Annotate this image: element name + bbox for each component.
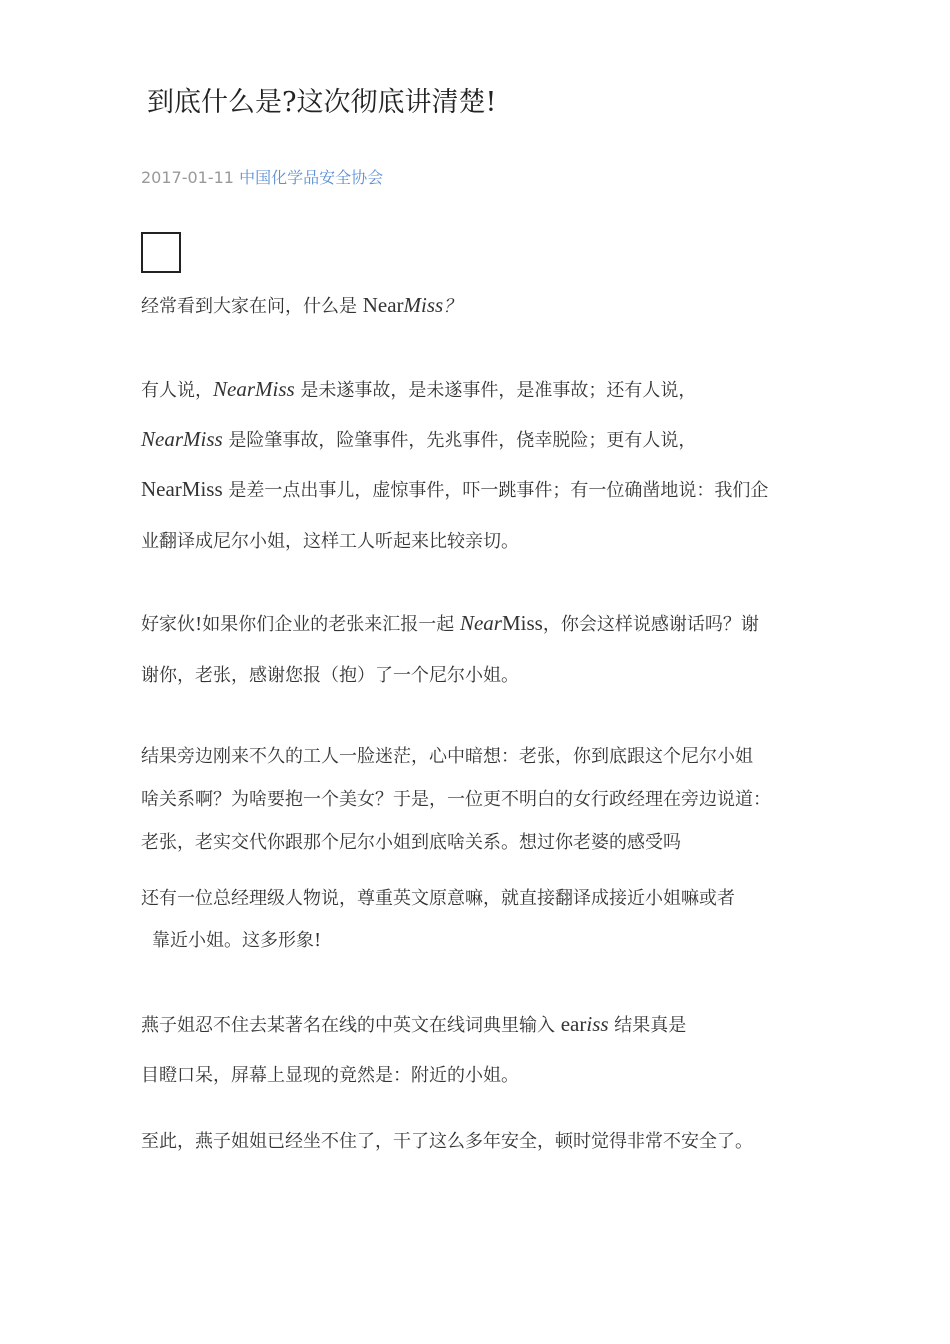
text-segment-en-italic: NearMiss	[213, 377, 295, 401]
paragraph-7-line-1	[141, 1127, 753, 1153]
text-segment-en: Miss	[501, 611, 543, 635]
text-segment-en-italic: Near	[459, 611, 502, 635]
paragraph-4-line-1	[141, 742, 753, 768]
text-segment: ，你会这样说感谢话吗？谢	[542, 614, 759, 635]
text-segment: 燕子姐忍不住去某著名在线的中英文在线词典里输入	[141, 1015, 561, 1036]
publish-date: 2017-01-11	[141, 168, 234, 187]
text-segment: 是险肇事故，险肇事件，先兆事件，侥幸脱险；更有人说，	[222, 430, 697, 451]
paragraph-2-line-3	[141, 476, 768, 502]
article-title: 到底什么是?这次彻底讲清楚!	[147, 87, 497, 118]
article-meta	[141, 165, 383, 188]
paragraph-5-line-2	[152, 926, 321, 952]
text-segment-en-italic: Miss	[403, 293, 444, 317]
text-segment: 是未遂事故，是未遂事件，是准事故；还有人说，	[294, 380, 697, 401]
text-segment-en: Near	[362, 293, 404, 317]
paragraph-1-line-1	[141, 292, 461, 318]
text-segment: 是差一点出事儿，虚惊事件，吓一跳事件；有一位确凿地说：我们企	[222, 480, 769, 501]
paragraph-2-line-1	[141, 376, 696, 402]
text-segment: 好家伙!如果你们企业的老张来汇报一起	[141, 614, 460, 635]
paragraph-6-line-1	[141, 1011, 686, 1037]
text-segment: 谢你，老张，感谢您报（抱）了一个尼尔小姐。	[141, 665, 519, 686]
text-segment-en: NearMiss	[141, 477, 223, 501]
text-segment: 结果真是	[608, 1015, 687, 1036]
paragraph-4-line-3	[141, 828, 681, 854]
paragraph-6-line-2	[141, 1061, 519, 1087]
paragraph-5-line-1	[141, 884, 735, 910]
text-segment: 还有一位总经理级人物说，尊重英文原意嘛，就直接翻译成接近小姐嘛或者	[141, 888, 735, 909]
paragraph-4-line-2	[141, 785, 771, 811]
text-segment-en: ear	[560, 1012, 587, 1036]
paragraph-2-line-4	[141, 527, 519, 553]
paragraph-3-line-1	[141, 610, 759, 636]
text-segment: ？	[443, 296, 462, 317]
text-segment: 靠近小姐。这多形象!	[152, 930, 322, 951]
text-segment: 经常看到大家在问，什么是	[141, 296, 363, 317]
image-placeholder-icon	[141, 232, 181, 273]
text-segment: 啥关系啊？为啥要抱一个美女？于是，一位更不明白的女行政经理在旁边说道：	[141, 789, 771, 810]
text-segment-en-italic: iss	[586, 1012, 609, 1036]
text-segment: 至此，燕子姐姐已经坐不住了，干了这么多年安全，顿时觉得非常不安全了。	[141, 1131, 753, 1152]
source-link[interactable]: 中国化学品安全协会	[239, 168, 384, 187]
text-segment: 有人说，	[141, 380, 213, 401]
paragraph-3-line-2	[141, 661, 519, 687]
text-segment-en-italic: NearMiss	[141, 427, 223, 451]
text-segment: 老张，老实交代你跟那个尼尔小姐到底啥关系。想过你老婆的感受吗	[141, 832, 681, 853]
text-segment: 结果旁边刚来不久的工人一脸迷茫，心中暗想：老张，你到底跟这个尼尔小姐	[141, 746, 753, 767]
text-segment: 业翻译成尼尔小姐，这样工人听起来比较亲切。	[141, 531, 519, 552]
text-segment: 目瞪口呆，屏幕上显现的竟然是：附近的小姐。	[141, 1065, 519, 1086]
paragraph-2-line-2	[141, 426, 696, 452]
